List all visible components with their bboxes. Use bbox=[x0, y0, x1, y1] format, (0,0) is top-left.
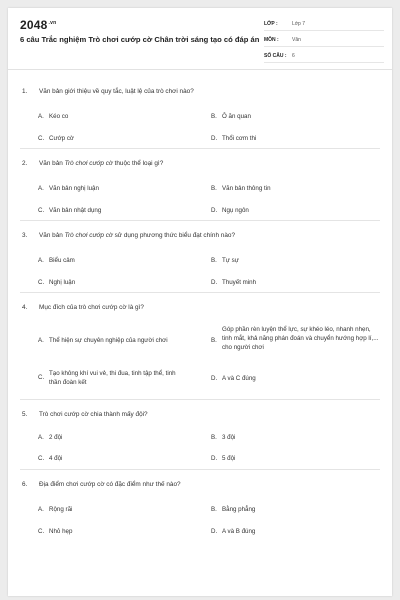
option-c[interactable]: C. Nghị luận bbox=[38, 279, 76, 286]
option-a[interactable]: A. Thể hiện sự chuyên nghiệp của người chơi bbox=[38, 337, 168, 344]
option-b[interactable]: B. 3 đội bbox=[211, 434, 236, 441]
option-a[interactable]: A. Văn bản nghị luận bbox=[38, 185, 99, 192]
meta-value: Lớp 7 bbox=[292, 21, 306, 27]
divider bbox=[20, 469, 380, 470]
page-title: 6 câu Trắc nghiệm Trò chơi cướp cờ Chân trời sáng tạo có đáp án bbox=[20, 35, 260, 44]
option-c[interactable]: C. 4 đội bbox=[38, 455, 63, 462]
option-d[interactable]: D. A và B đúng bbox=[211, 528, 256, 535]
question-text: 1. Văn bản giới thiệu về quy tắc, luật lệ của trò chơi nào? bbox=[22, 88, 194, 95]
divider bbox=[20, 399, 380, 400]
option-d[interactable]: D. Thuyết minh bbox=[211, 279, 257, 286]
option-c[interactable]: C. Nhỏ hẹp bbox=[38, 528, 73, 535]
meta-subject-row bbox=[264, 34, 384, 47]
question-text: 5. Trò chơi cướp cờ chia thành mấy đội? bbox=[22, 411, 148, 418]
option-c[interactable]: C. Tạo không khí vui vẻ, thi đua, tinh tập thể, tinh thần đoàn kết bbox=[38, 370, 176, 386]
option-a[interactable]: A. 2 đội bbox=[38, 434, 63, 441]
meta-value: Văn bbox=[292, 37, 301, 43]
meta-value: 6 bbox=[292, 53, 295, 59]
option-b[interactable]: B. Bằng phẳng bbox=[211, 506, 256, 513]
option-b[interactable]: B. Ô ăn quan bbox=[211, 113, 251, 120]
meta-label: MÔN : bbox=[264, 37, 279, 43]
page-header bbox=[8, 8, 392, 70]
divider bbox=[20, 220, 380, 221]
option-d[interactable]: D. Ngụ ngôn bbox=[211, 207, 249, 214]
option-d[interactable]: D. 5 đội bbox=[211, 455, 236, 462]
option-d[interactable]: D. Thổi cơm thi bbox=[211, 135, 257, 142]
meta-panel bbox=[264, 18, 384, 66]
site-logo[interactable]: $2048^{.vn}$ bbox=[20, 18, 57, 32]
option-a[interactable]: A. Kéo co bbox=[38, 113, 69, 120]
meta-label: SỐ CÂU : bbox=[264, 53, 287, 59]
option-d[interactable]: D. A và C đúng bbox=[211, 375, 256, 382]
question-text: 3. Văn bản Trò chơi cướp cờ sử dụng phương thức biểu đạt chính nào? bbox=[22, 232, 235, 239]
meta-class-row bbox=[264, 18, 384, 31]
question-text: 2. Văn bản Trò chơi cướp cờ thuộc thể loại gì? bbox=[22, 160, 164, 167]
document-page bbox=[8, 8, 392, 596]
option-a[interactable]: A. Rộng rãi bbox=[38, 506, 73, 513]
meta-label: LỚP : bbox=[264, 21, 278, 27]
option-b[interactable]: B. Góp phần rèn luyện thể lực, sự khéo léo, nhanh nhẹn, tinh mắt, khả năng phán đoán và chuyển hướng hợp lí,... cho người chơi bbox=[211, 326, 379, 351]
option-b[interactable]: B. Văn bản thông tin bbox=[211, 185, 271, 192]
option-c[interactable]: C. Cướp cờ bbox=[38, 135, 74, 142]
option-a[interactable]: A. Biểu cảm bbox=[38, 257, 75, 264]
divider bbox=[20, 148, 380, 149]
option-b[interactable]: B. Tự sự bbox=[211, 257, 239, 264]
divider bbox=[20, 292, 380, 293]
option-c[interactable]: C. Văn bản nhật dụng bbox=[38, 207, 102, 214]
question-text: 6. Địa điểm chơi cướp cờ có đặc điểm như thế nào? bbox=[22, 481, 181, 488]
meta-count-row bbox=[264, 50, 384, 63]
question-text: 4. Mục đích của trò chơi cướp cờ là gì? bbox=[22, 304, 144, 311]
